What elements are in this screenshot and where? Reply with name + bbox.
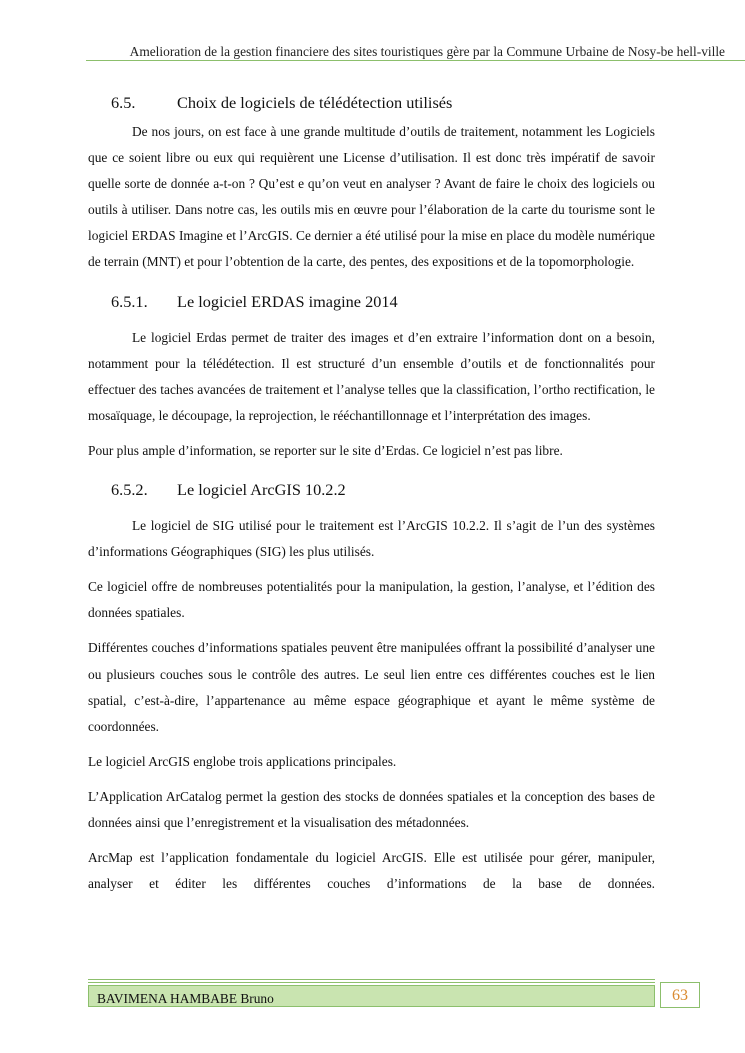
paragraph: Pour plus ample d’information, se reporter sur le site d’Erdas. Ce logiciel n’est pas libre. [88, 442, 563, 458]
paragraph: ArcMap est l’application fondamentale du logiciel ArcGIS. Elle est utilisée pour gérer, manipuler, analyser et éditer les différentes couches d’informations de la base de données. [88, 850, 655, 892]
running-header: Amelioration de la gestion financiere des sites touristiques gère par la Commune Urbaine de Nosy-be hell-ville [129, 44, 725, 59]
page-number: 63 [660, 982, 700, 1008]
section-number: 6.5.1. [111, 291, 148, 311]
page-body [88, 91, 655, 897]
section-number: 6.5. [111, 93, 136, 112]
footer-rule [88, 982, 655, 983]
section-heading-6-5-1 [88, 290, 655, 314]
header-rule [86, 60, 745, 61]
section-title: Choix de logiciels de télédétection utilisés [177, 93, 453, 112]
paragraph: Le logiciel de SIG utilisé pour le traitement est l’ArcGIS 10.2.2. Il s’agit de l’un des systèmes d’informations Géographiques (SIG) les plus utilisés. [88, 518, 655, 560]
footer-author: BAVIMENA HAMBABE Bruno [97, 991, 274, 1006]
section-title: Le logiciel ArcGIS 10.2.2 [177, 480, 346, 500]
section-number: 6.5.2. [111, 480, 148, 500]
footer-rule [88, 979, 655, 980]
section-title: Le logiciel ERDAS imagine 2014 [177, 291, 398, 311]
paragraph: De nos jours, on est face à une grande multitude d’outils de traitement, notamment les Logiciels que ce soient libre ou eux qui requièrent une License d’utilisation. Il est donc très impératif de savoir quelle sorte de donnée a-t-on ? Qu’est e qu’on veut en analyser ? Avant de faire le choix des logiciels ou outils à utiliser. Dans notre cas, les outils mis en œuvre pour l’élaboration de la carte du tourisme sont le logiciel ERDAS Imagine et l’ArcGIS. Ce dernier a été utilisé pour la mise en place du modèle numérique de terrain (MNT) et pour l’obtention de la carte, des pentes, des expositions et de la topomorphologie. [88, 124, 655, 270]
section-heading-6-5 [88, 91, 655, 115]
paragraph: Ce logiciel offre de nombreuses potentialités pour la manipulation, la gestion, l’analyse, et l’édition des données spatiales. [88, 579, 655, 621]
paragraph: Le logiciel Erdas permet de traiter des images et d’en extraire l’information dont on a besoin, notamment pour la télédétection. Il est structuré d’un ensemble d’outils et de fonctionnalités pour effectuer des taches avancées de traitement et l’analyse telles que la classification, l’ortho rectification, le mosaïquage, le découpage, la reprojection, le rééchantillonnage et l’interprétation des images. [88, 329, 655, 423]
paragraph: L’Application ArCatalog permet la gestion des stocks de données spatiales et la conception des bases de données ainsi que l’enregistrement et la visualisation des métadonnées. [88, 788, 655, 830]
section-heading-6-5-2 [88, 478, 655, 502]
paragraph: Le logiciel ArcGIS englobe trois applications principales. [88, 753, 397, 769]
paragraph: Différentes couches d’informations spatiales peuvent être manipulées offrant la possibilité d’analyser une ou plusieurs couches sous le contrôle des autres. Le seul lien entre ces différentes couches est le lien spatial, c’est-à-dire, l’appartenance au même espace géographique et ayant le même système de coordonnées. [88, 640, 655, 734]
